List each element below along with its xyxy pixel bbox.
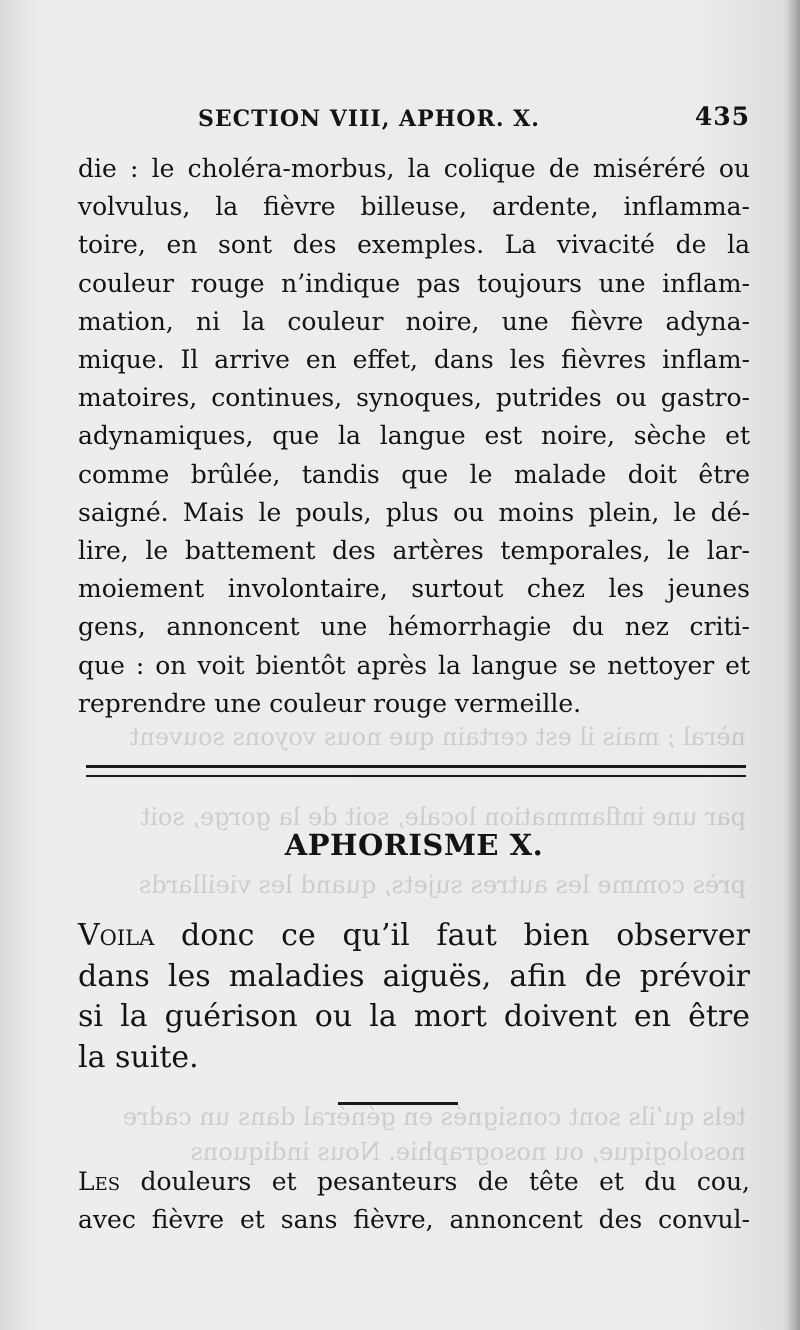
text-line: lire, le battement des artères temporales, le lar- <box>78 536 750 566</box>
drop-word: Les <box>78 1167 121 1196</box>
text-fragment: donc ce qu’il faut bien observer <box>154 918 750 953</box>
text-line: reprendre une couleur rouge vermeille. <box>78 688 582 718</box>
drop-word: Voila <box>78 918 155 953</box>
running-head-title: SECTION VIII, APHOR. X. <box>198 106 540 132</box>
text-line: mation, ni la couleur noire, une fièvre adyna- <box>78 306 750 336</box>
bleed-through-text: près comme les autres sujets, quand les vieillards <box>138 871 746 899</box>
aphorism-heading: APHORISME X. <box>284 828 544 862</box>
text-line: mique. Il arrive en effet, dans les fièvres inflam- <box>78 345 750 375</box>
page-number: 435 <box>694 102 750 131</box>
section-divider <box>86 765 746 777</box>
text-line: couleur rouge n’indique pas toujours une inflam- <box>78 268 750 298</box>
text-line: volvulus, la fièvre billeuse, ardente, inflamma- <box>78 192 750 222</box>
text-line: gens, annoncent une hémorrhagie du nez criti- <box>78 612 750 642</box>
page-edge-shadow <box>786 0 800 1330</box>
bleed-through-text: par une inflammation locale, soit de la gorge, soit <box>140 803 746 831</box>
text-line: si la guérison ou la mort doivent en être <box>78 999 750 1034</box>
text-line <box>78 916 750 957</box>
text-line: dans les maladies aiguës, afin de prévoir <box>78 958 750 994</box>
text-line: toire, en sont des exemples. La vivacité de la <box>78 230 750 260</box>
text-line: avec fièvre et sans fièvre, annoncent des convul- <box>78 1205 750 1234</box>
text-line: moiement involontaire, surtout chez les jeunes <box>78 574 750 604</box>
text-line: matoires, continues, synoques, putrides ou gastro- <box>78 383 750 413</box>
aphorism-text <box>78 916 750 1078</box>
text-line: saigné. Mais le pouls, plus ou moins plein, le dé- <box>78 497 750 527</box>
text-line: die : le choléra-morbus, la colique de miséréré ou <box>78 154 750 183</box>
running-head <box>78 100 750 140</box>
bleed-through-text: nèral ; mais il est certain que nous voyons souvent <box>129 723 746 751</box>
text-line: comme brûlée, tandis que le malade doit être <box>78 459 750 489</box>
text-line: que : on voit bientôt après la langue se nettoyer et <box>78 650 750 680</box>
short-divider <box>338 1102 458 1105</box>
text-fragment: douleurs et pesanteurs de tête et du cou, <box>120 1167 750 1196</box>
commentary-paragraph <box>78 1163 750 1239</box>
text-line: la suite. <box>78 1039 199 1075</box>
body-paragraph <box>78 150 750 723</box>
bleed-through-text: nosologique, ou nosographie. Nous indiquons <box>190 1138 746 1166</box>
text-line <box>78 1163 750 1201</box>
bleed-through-text: tels qu’ils sont consignés en général dans un cadre <box>122 1103 746 1131</box>
text-line: adynamiques, que la langue est noire, sèche et <box>78 421 750 451</box>
